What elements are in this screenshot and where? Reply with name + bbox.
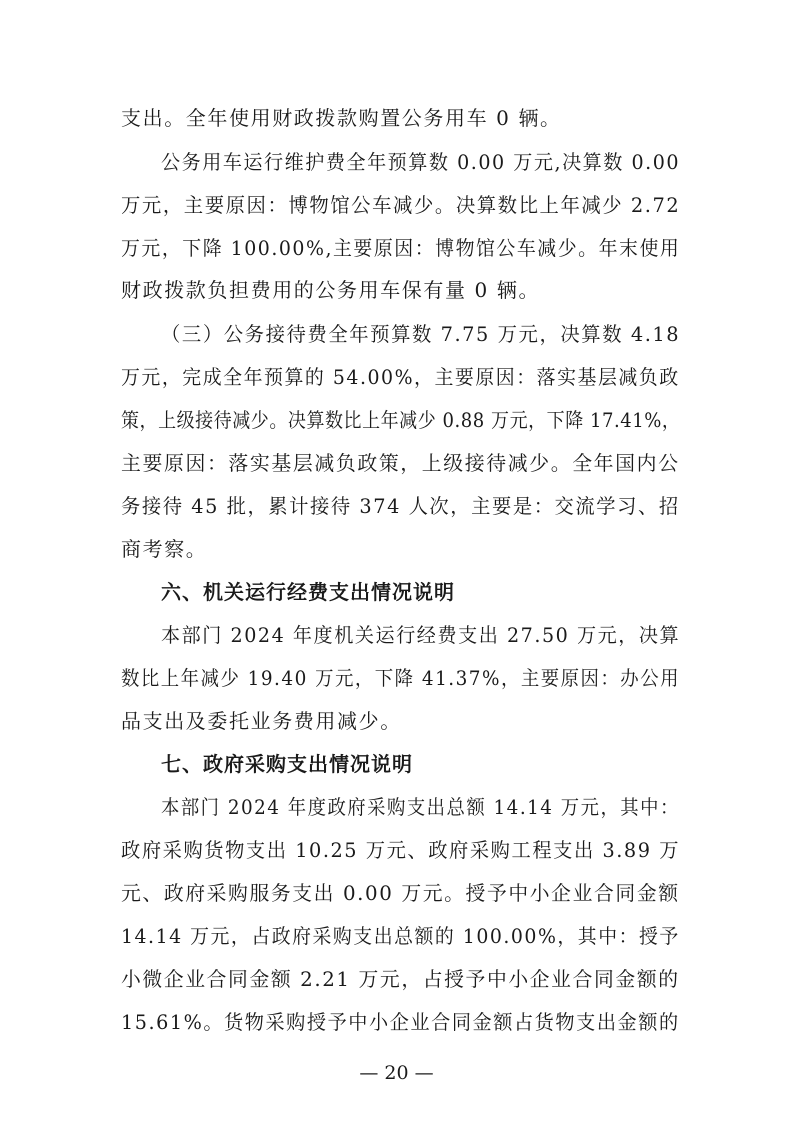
paragraph-line: 万元，完成全年预算的 54.00%，主要原因：落实基层减负政: [121, 365, 680, 389]
page-number: — 20 —: [359, 1062, 434, 1084]
paragraph-line: 支出。全年使用财政拨款购置公务用车 0 辆。: [121, 106, 562, 130]
paragraph-line: 本部门 2024 年度机关运行经费支出 27.50 万元，决算: [161, 623, 681, 647]
paragraph-line: 主要原因：落实基层减负政策，上级接待减少。全年国内公: [121, 451, 680, 475]
paragraph-line: 政府采购货物支出 10.25 万元、政府采购工程支出 3.89 万: [121, 838, 681, 862]
paragraph-line: 万元，主要原因：博物馆公车减少。决算数比上年减少 2.72: [121, 193, 681, 217]
paragraph-line: 万元，下降 100.00%,主要原因：博物馆公车减少。年末使用: [121, 236, 681, 260]
paragraph-line: （三）公务接待费全年预算数 7.75 万元，决算数 4.18: [161, 322, 681, 346]
paragraph-line: 商考察。: [121, 537, 208, 561]
paragraph-line: 务接待 45 批，累计接待 374 人次，主要是：交流学习、招: [121, 494, 680, 518]
paragraph-line: 本部门 2024 年度政府采购支出总额 14.14 万元，其中：: [161, 795, 680, 819]
paragraph-line: 15.61%。货物采购授予中小企业合同金额占货物支出金额的: [121, 1010, 680, 1034]
paragraph-line: 品支出及委托业务费用减少。: [121, 709, 402, 733]
paragraph-line: 元、政府采购服务支出 0.00 万元。授予中小企业合同金额: [121, 881, 680, 905]
paragraph-line: 策，上级接待减少。决算数比上年减少 0.88 万元，下降 17.41%，: [121, 408, 681, 432]
section-heading-6: 六、机关运行经费支出情况说明: [161, 580, 455, 604]
paragraph-line: 小微企业合同金额 2.21 万元，占授予中小企业合同金额的: [121, 967, 680, 991]
paragraph-line: 公务用车运行维护费全年预算数 0.00 万元,决算数 0.00: [161, 150, 681, 174]
section-heading-7: 七、政府采购支出情况说明: [161, 752, 413, 776]
paragraph-line: 14.14 万元，占政府采购支出总额的 100.00%，其中：授予: [121, 924, 680, 948]
paragraph-line: 财政拨款负担费用的公务用车保有量 0 辆。: [121, 278, 541, 302]
paragraph-line: 数比上年减少 19.40 万元，下降 41.37%，主要原因：办公用: [121, 666, 680, 690]
